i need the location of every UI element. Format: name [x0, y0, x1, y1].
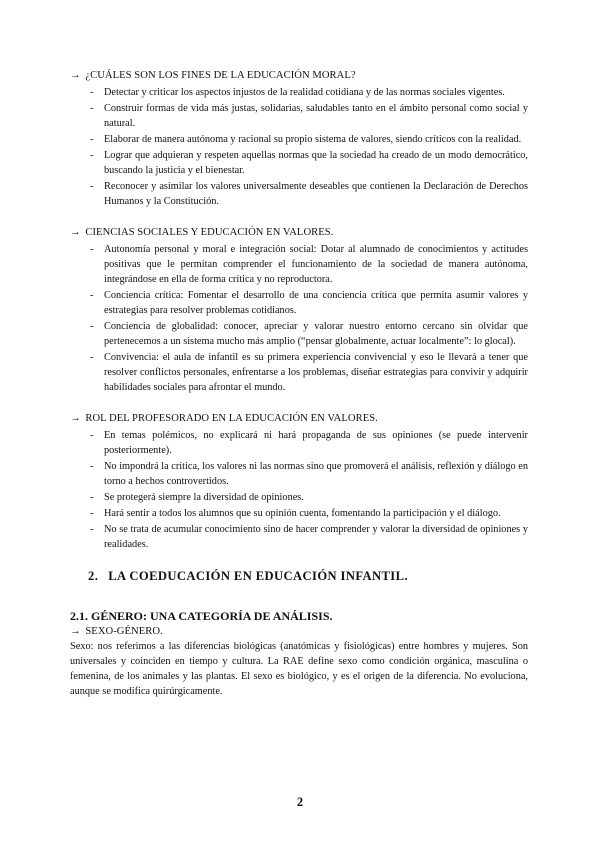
section-title: ¿CUÁLES SON LOS FINES DE LA EDUCACIÓN MORAL? [85, 70, 356, 81]
arrow-right-icon: → [70, 227, 81, 238]
list-item: - En temas polémicos, no explicará ni hará propaganda de sus opiniones (se puede intervenir posteriormente). [90, 428, 528, 458]
list-item: - Hará sentir a todos los alumnos que su opinión cuenta, fomentando la participación y el diálogo. [90, 506, 528, 521]
list-item: - Detectar y criticar los aspectos injustos de la realidad cotidiana y de las normas sociales vigentes. [90, 85, 528, 100]
chapter-number: 2. [88, 569, 99, 583]
list-item: - Autonomía personal y moral e integración social: Dotar al alumnado de conocimientos y actitudes positivas que le permitan comprender el funcionamiento de la sociedad de manera autónoma, integrándose en ella de forma crítica y no reproductora. [90, 242, 528, 287]
page-number: 2 [296, 795, 304, 809]
section-moral-education-goals [70, 68, 528, 209]
chapter-title: LA COEDUCACIÓN EN EDUCACIÓN INFANTIL. [108, 569, 408, 583]
list-item: - Elaborar de manera autónoma y racional su propio sistema de valores, siendo críticos con la realidad. [90, 132, 528, 147]
subsection-title: 2.1. GÉNERO: UNA CATEGORÍA DE ANÁLISIS. [70, 609, 333, 623]
list-item: - Se protegerá siempre la diversidad de opiniones. [90, 490, 528, 505]
section-heading [70, 225, 528, 240]
arrow-right-icon: → [70, 413, 81, 424]
list-item: - Conciencia crítica: Fomentar el desarrollo de una conciencia crítica que permita asumir valores y estrategias para resolver problemas cotidianos. [90, 288, 528, 318]
chapter-heading [88, 568, 528, 584]
list-item: - Lograr que adquieran y respeten aquellas normas que la sociedad ha creado de un modo democrático, buscando la justicia y el bienestar. [90, 148, 528, 178]
list-item: - Convivencia: el aula de infantil es su primera experiencia convivencial y eso le llevará a tener que resolver conflictos personales, enfrentarse a los problemas, diseñar estrategias para convivir y adquirir habilidades sociales para afrontar el mundo. [90, 350, 528, 395]
section-heading [70, 68, 528, 83]
subsection-heading [70, 624, 528, 639]
list-item: - No impondrá la crítica, los valores ni las normas sino que promoverá el análisis, reflexión y diálogo en torno a hechos controvertidos. [90, 459, 528, 489]
list-item: - Conciencia de globalidad: conocer, apreciar y valorar nuestro entorno cercano sin olvidar que pertenecemos a un sistema mucho más amplio (“pensar globalmente, actuar localmente”: lo glocal). [90, 319, 528, 349]
section-title: ROL DEL PROFESORADO EN LA EDUCACIÓN EN VALORES. [85, 413, 378, 424]
list-item: - Reconocer y asimilar los valores universalmente deseables que contienen la Declaración de Derechos Humanos y la Constitución. [90, 179, 528, 209]
arrow-right-icon: → [70, 626, 81, 637]
arrow-right-icon: → [70, 70, 81, 81]
list-item: - No se trata de acumular conocimiento sino de hacer comprender y valorar la diversidad de opiniones y realidades. [90, 522, 528, 552]
body-paragraph: Sexo: nos referimos a las diferencias biológicas (anatómicas y fisiológicas) entre hombres y mujeres. Son universales y coinciden en tiempo y cultura. La RAE define sexo como condición orgánica, masculina o femenina, de los animales y las plantas. El sexo es biológico, y es el origen de la diferencia. No evoluciona, aunque se modifica quirúrgicamente. [70, 641, 528, 697]
subsection-heading-text: SEXO-GÉNERO. [85, 626, 163, 637]
section-title: CIENCIAS SOCIALES Y EDUCACIÓN EN VALORES. [85, 227, 334, 238]
bullet-list [70, 242, 528, 395]
section-heading [70, 411, 528, 426]
section-teacher-role [70, 411, 528, 552]
bullet-list [70, 428, 528, 552]
bullet-list [70, 85, 528, 209]
section-social-sciences-values [70, 225, 528, 395]
list-item: - Construir formas de vida más justas, solidarias, saludables tanto en el ámbito personal como social y natural. [90, 101, 528, 131]
